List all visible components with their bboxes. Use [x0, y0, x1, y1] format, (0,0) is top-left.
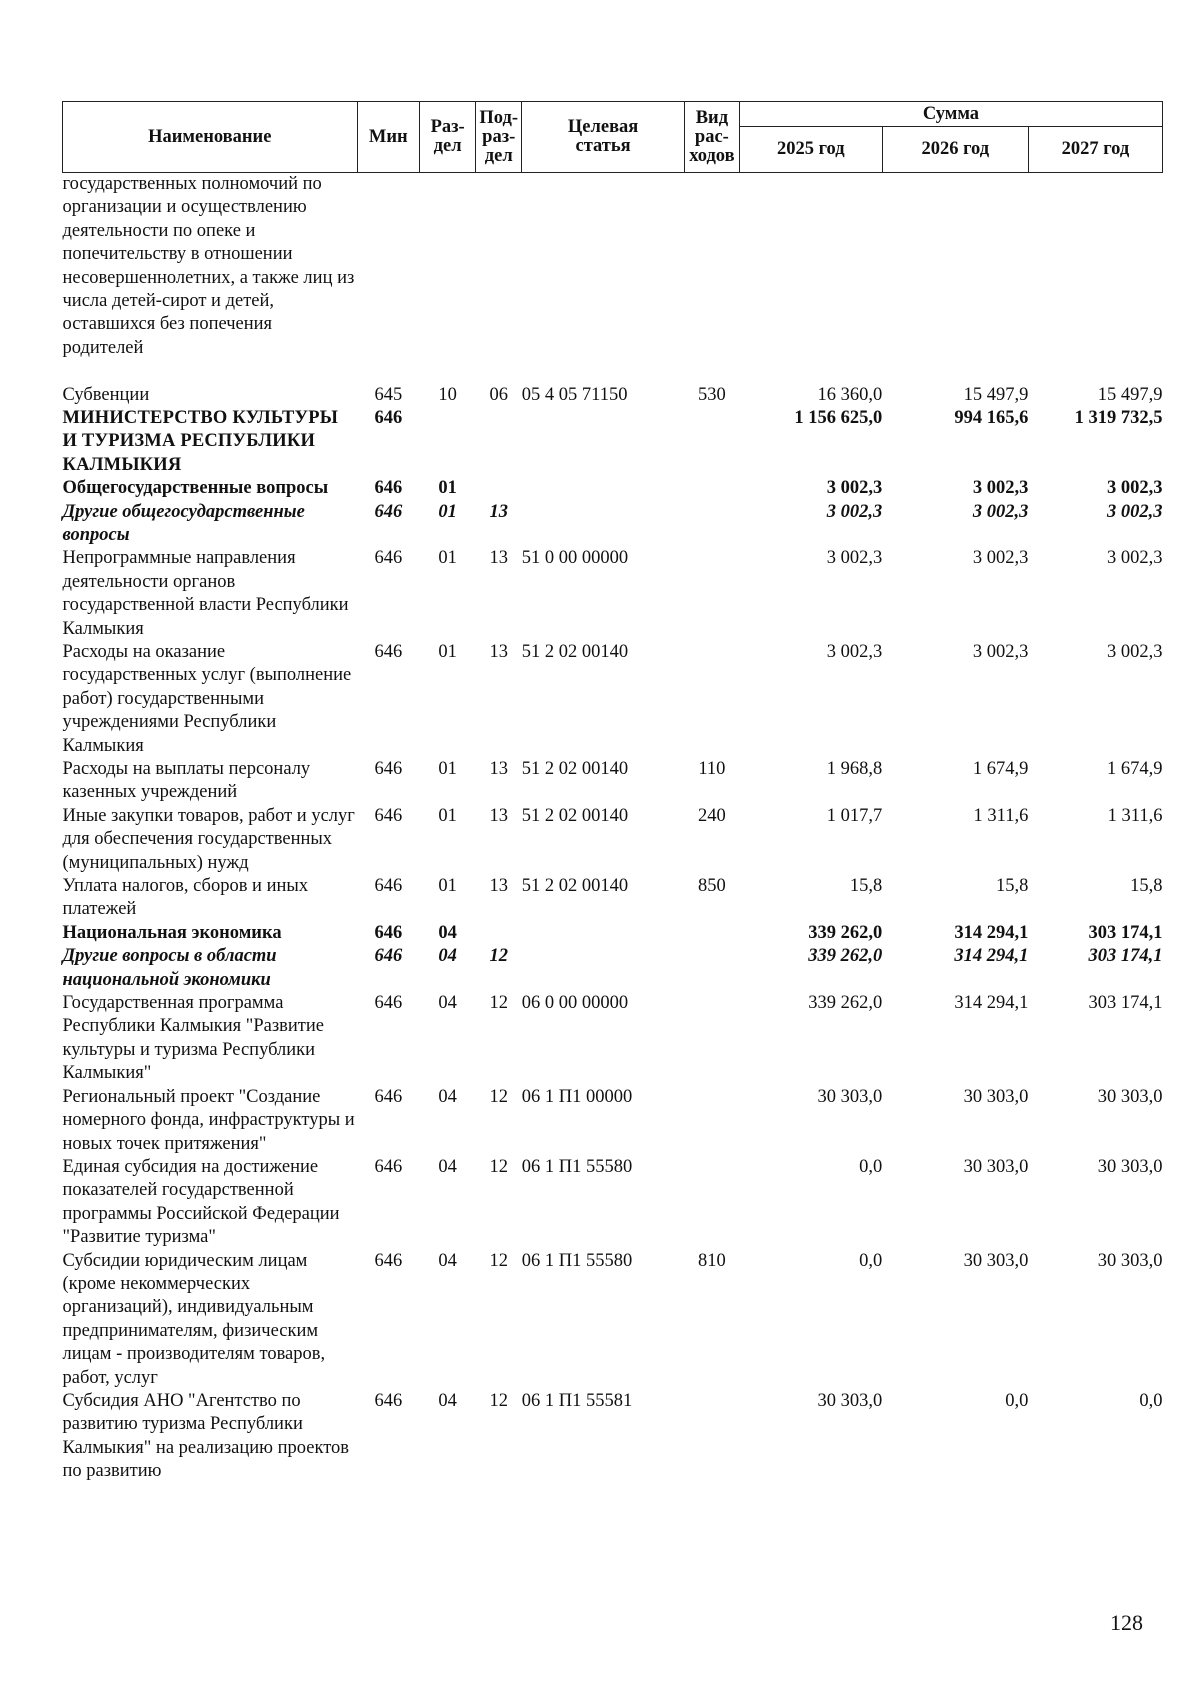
row-2025: 30 303,0	[817, 1086, 883, 1107]
row-vid: 110	[698, 759, 726, 779]
row-2027: 15,8	[1130, 876, 1163, 897]
row-2025: 3 002,3	[826, 548, 883, 569]
row-celevaya	[522, 922, 685, 945]
row-razdel: 04	[438, 1250, 457, 1271]
row-2026: 3 002,3	[972, 501, 1029, 522]
table-row	[63, 758, 1163, 805]
row-min: 646	[374, 759, 403, 779]
row-podrazdel: 12	[489, 1156, 508, 1177]
row-min: 646	[374, 1156, 403, 1177]
row-2027: 30 303,0	[1097, 1250, 1163, 1271]
row-podrazdel: 12	[489, 1250, 508, 1271]
row-2026: 0,0	[1005, 1390, 1029, 1411]
row-podrazdel: 13	[489, 876, 508, 897]
row-vid	[684, 1086, 739, 1156]
row-celevaya: 51 2 02 00140	[521, 759, 629, 779]
row-min: 646	[374, 946, 403, 967]
row-min: 646	[374, 1250, 403, 1271]
row-min: 646	[374, 805, 403, 826]
row-razdel: 01	[438, 805, 457, 826]
row-2025: 3 002,3	[826, 641, 883, 662]
row-name: Расходы на оказание государственных услуг (выполнение работ) государственными учреждениями Республики Калмыкия	[62, 641, 352, 756]
row-razdel: 01	[438, 759, 457, 779]
table-row	[63, 641, 1163, 758]
row-2025: 339 262,0	[808, 922, 883, 943]
row-min: 646	[374, 478, 403, 499]
row-2026: 30 303,0	[963, 1156, 1029, 1177]
row-name: Непрограммные направления деятельности органов государственной власти Республики Калмыкия	[62, 548, 349, 639]
header-year-2026: 2026 год	[882, 127, 1028, 173]
row-2025: 0,0	[859, 1156, 883, 1177]
header-celevaya: Целевая статья	[522, 102, 685, 173]
row-2027: 3 002,3	[1107, 501, 1163, 522]
header-summa: Сумма	[739, 102, 1162, 127]
table-row	[63, 992, 1163, 1086]
row-celevaya: 05 4 05 71150	[521, 384, 628, 405]
table-row	[63, 1156, 1163, 1250]
row-2026: 30 303,0	[963, 1250, 1029, 1271]
row-podrazdel: 12	[489, 993, 508, 1014]
row-2026: 30 303,0	[963, 1086, 1029, 1107]
row-vid	[684, 1390, 739, 1484]
header-year-2027: 2027 год	[1028, 127, 1162, 173]
row-2025: 15,8	[849, 876, 883, 897]
row-2027: 30 303,0	[1097, 1156, 1163, 1177]
row-razdel: 01	[438, 478, 457, 499]
row-min: 646	[374, 548, 403, 569]
row-podrazdel: 06	[489, 384, 508, 405]
row-name: Иные закупки товаров, работ и услуг для обеспечения государственных (муниципальных) нужд	[62, 805, 355, 873]
row-vid	[684, 477, 739, 500]
row-celevaya: 06 1 П1 00000	[521, 1086, 633, 1107]
row-2027: 3 002,3	[1107, 478, 1163, 499]
row-name: государственных полномочий по организации и осуществлению деятельности по опеке и попечительству в отношении несовершеннолетних, а также лиц из числа детей-сирот и детей, оставшихся без попечения родителей	[62, 174, 355, 358]
row-2025: 339 262,0	[808, 946, 883, 967]
row-vid	[684, 1156, 739, 1250]
row-celevaya	[522, 407, 685, 477]
row-2025: 1 968,8	[826, 759, 883, 779]
row-2026: 314 294,1	[954, 946, 1029, 967]
table-row	[63, 805, 1163, 875]
row-2026: 15 497,9	[963, 384, 1029, 405]
row-2025: 0,0	[859, 1250, 883, 1271]
row-razdel: 01	[438, 548, 457, 569]
header-name: Наименование	[63, 102, 358, 173]
row-2027: 303 174,1	[1088, 993, 1163, 1014]
row-vid	[684, 992, 739, 1086]
table-row	[63, 1086, 1163, 1156]
row-2025: 30 303,0	[817, 1390, 883, 1411]
row-podrazdel: 12	[489, 946, 508, 967]
row-celevaya: 51 2 02 00140	[521, 876, 629, 897]
table-row	[63, 1390, 1163, 1484]
row-2027: 3 002,3	[1107, 548, 1163, 569]
row-name: Региональный проект "Создание номерного фонда, инфраструктуры и новых точек притяжения"	[62, 1086, 355, 1154]
row-vid	[684, 641, 739, 758]
table-row	[63, 922, 1163, 945]
row-2025: 3 002,3	[826, 501, 883, 522]
row-celevaya: 51 0 00 00000	[521, 548, 629, 569]
row-podrazdel: 13	[489, 805, 508, 826]
table-row	[63, 1250, 1163, 1390]
row-razdel: 04	[438, 993, 457, 1014]
row-2027: 30 303,0	[1097, 1086, 1163, 1107]
table-row	[63, 547, 1163, 641]
row-2027: 1 311,6	[1107, 805, 1163, 826]
row-name: Уплата налогов, сборов и иных платежей	[62, 876, 309, 920]
row-podrazdel: 13	[489, 501, 508, 522]
row-celevaya: 51 2 02 00140	[521, 641, 629, 662]
row-2025: 16 360,0	[817, 384, 883, 405]
row-podrazdel	[476, 477, 522, 500]
header-year-2025: 2025 год	[739, 127, 882, 173]
row-2026: 3 002,3	[972, 548, 1029, 569]
row-podrazdel: 12	[489, 1086, 508, 1107]
table-row	[63, 173, 1163, 384]
row-2025: 1 017,7	[826, 805, 883, 826]
row-name: Национальная экономика	[62, 922, 282, 943]
row-2027: 3 002,3	[1107, 641, 1163, 662]
row-name: МИНИСТЕРСТВО КУЛЬТУРЫ И ТУРИЗМА РЕСПУБЛИКИ КАЛМЫКИЯ	[62, 407, 339, 475]
table-row	[63, 875, 1163, 922]
row-celevaya: 06 0 00 00000	[521, 993, 629, 1014]
row-2025: 3 002,3	[826, 478, 883, 499]
row-podrazdel: 13	[489, 759, 508, 779]
row-podrazdel: 12	[489, 1390, 508, 1411]
row-celevaya	[522, 501, 685, 548]
row-min: 646	[374, 993, 403, 1014]
row-min: 646	[374, 1390, 403, 1411]
row-name: Субвенции	[62, 384, 150, 405]
row-razdel: 10	[438, 384, 457, 405]
table-row	[63, 384, 1163, 407]
row-vid: 810	[698, 1250, 726, 1271]
row-name: Расходы на выплаты персоналу казенных учреждений	[62, 759, 311, 803]
row-celevaya: 06 1 П1 55581	[521, 1390, 633, 1411]
row-razdel: 01	[438, 501, 457, 522]
row-min: 646	[374, 922, 403, 943]
row-celevaya	[522, 945, 685, 992]
row-razdel: 04	[438, 922, 457, 943]
row-min: 646	[374, 1086, 403, 1107]
page-number: 128	[1110, 1610, 1143, 1635]
row-vid	[684, 547, 739, 641]
row-2026: 314 294,1	[954, 993, 1029, 1014]
row-vid	[684, 501, 739, 548]
row-celevaya: 51 2 02 00140	[521, 805, 629, 826]
row-podrazdel	[476, 922, 522, 945]
row-2025: 1 156 625,0	[794, 407, 883, 428]
row-name: Субсидии юридическим лицам (кроме некоммерческих организаций), индивидуальным предпринимателям, физическим лицам - производителям товаров, работ, услуг	[62, 1250, 326, 1388]
header-razdel: Раз- дел	[420, 102, 476, 173]
row-min	[357, 173, 420, 384]
row-vid	[684, 922, 739, 945]
row-vid: 530	[698, 384, 726, 405]
table-row	[63, 477, 1163, 500]
row-celevaya	[522, 173, 685, 384]
row-2027: 1 674,9	[1107, 759, 1163, 779]
row-2026: 1 311,6	[973, 805, 1029, 826]
row-podrazdel: 13	[489, 548, 508, 569]
row-2027: 303 174,1	[1088, 946, 1163, 967]
row-celevaya: 06 1 П1 55580	[521, 1250, 633, 1271]
row-razdel: 04	[438, 946, 457, 967]
row-2026: 3 002,3	[972, 641, 1029, 662]
row-podrazdel	[476, 407, 522, 477]
row-vid: 240	[698, 805, 726, 826]
row-min: 646	[374, 501, 403, 522]
row-min: 645	[374, 384, 403, 405]
table-row	[63, 945, 1163, 992]
row-2027	[1028, 173, 1162, 384]
row-podrazdel	[476, 173, 522, 384]
row-2026: 314 294,1	[954, 922, 1029, 943]
row-2026: 1 674,9	[972, 759, 1029, 779]
table-row	[63, 407, 1163, 477]
row-2026	[882, 173, 1028, 384]
row-celevaya: 06 1 П1 55580	[521, 1156, 633, 1177]
table-body	[63, 173, 1163, 1484]
row-podrazdel: 13	[489, 641, 508, 662]
row-razdel: 01	[438, 876, 457, 897]
row-razdel: 04	[438, 1156, 457, 1177]
row-name: Государственная программа Республики Калмыкия "Развитие культуры и туризма Республики Калмыкия"	[62, 993, 324, 1084]
row-name: Единая субсидия на достижение показателей государственной программы Российской Федерации "Развитие туризма"	[62, 1156, 340, 1248]
row-razdel: 04	[438, 1390, 457, 1411]
table-row	[63, 501, 1163, 548]
row-2026: 3 002,3	[972, 478, 1029, 499]
header-vid: Вид рас- ходов	[684, 102, 739, 173]
row-2026: 15,8	[995, 876, 1029, 897]
row-2025: 339 262,0	[808, 993, 883, 1014]
row-name: Субсидия АНО "Агентство по развитию туризма Республики Калмыкия" на реализацию проектов по развитию	[62, 1390, 350, 1482]
table-header	[63, 102, 1163, 173]
row-celevaya	[522, 477, 685, 500]
row-min: 646	[374, 876, 403, 897]
header-min: Мин	[357, 102, 420, 173]
row-min: 646	[374, 641, 403, 662]
row-vid	[684, 407, 739, 477]
row-2027: 15 497,9	[1097, 384, 1163, 405]
row-2027: 303 174,1	[1088, 922, 1163, 943]
row-razdel	[420, 173, 476, 384]
row-vid	[684, 173, 739, 384]
row-razdel: 01	[438, 641, 457, 662]
row-razdel	[420, 407, 476, 477]
row-2025	[739, 173, 882, 384]
row-2026: 994 165,6	[954, 407, 1029, 428]
row-2027: 1 319 732,5	[1074, 407, 1163, 428]
row-min: 646	[374, 407, 403, 428]
row-vid	[684, 945, 739, 992]
row-name: Общегосударственные вопросы	[62, 478, 329, 499]
row-name: Другие общегосударственные вопросы	[62, 501, 305, 545]
row-razdel: 04	[438, 1086, 457, 1107]
header-podrazdel: Под- раз- дел	[476, 102, 522, 173]
row-2027: 0,0	[1139, 1390, 1163, 1411]
row-name: Другие вопросы в области национальной экономики	[62, 946, 277, 990]
row-vid: 850	[698, 876, 726, 897]
budget-table	[62, 101, 1163, 1484]
